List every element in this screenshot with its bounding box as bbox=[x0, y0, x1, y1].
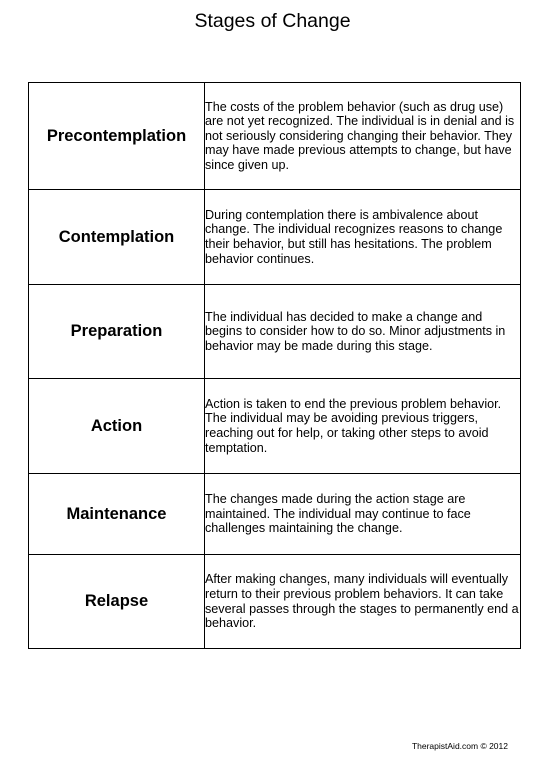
stages-table bbox=[28, 82, 521, 649]
stage-description: The costs of the problem behavior (such as drug use) are not yet recognized. The individual is in denial and is not seriously considering changing their behavior. They may have made previous attempts to change, but have since given up. bbox=[205, 83, 521, 190]
stage-name: Action bbox=[29, 379, 205, 474]
table-row bbox=[29, 379, 521, 474]
stage-description: During contemplation there is ambivalence about change. The individual recognizes reasons to change their behavior, but still has hesitations. The problem behavior continues. bbox=[205, 190, 521, 285]
table-row bbox=[29, 555, 521, 649]
stage-name: Precontemplation bbox=[29, 83, 205, 190]
copyright-footer: TherapistAid.com © 2012 bbox=[411, 741, 508, 751]
stage-description: After making changes, many individuals will eventually return to their previous problem behaviors. It can take several passes through the stages to permanently end a behavior. bbox=[205, 555, 521, 649]
page-title: Stages of Change bbox=[194, 10, 351, 32]
stage-name: Maintenance bbox=[29, 474, 205, 555]
stage-description: The individual has decided to make a change and begins to consider how to do so. Minor adjustments in behavior may be made during this stage. bbox=[205, 285, 521, 379]
stage-description: The changes made during the action stage are maintained. The individual may continue to face challenges maintaining the change. bbox=[205, 474, 521, 555]
stage-name: Contemplation bbox=[29, 190, 205, 285]
table-row bbox=[29, 285, 521, 379]
stage-name: Preparation bbox=[29, 285, 205, 379]
stage-description: Action is taken to end the previous problem behavior. The individual may be avoiding previous triggers, reaching out for help, or taking other steps to avoid temptation. bbox=[205, 379, 521, 474]
stage-name: Relapse bbox=[29, 555, 205, 649]
table-row bbox=[29, 83, 521, 190]
table-row bbox=[29, 190, 521, 285]
table-row bbox=[29, 474, 521, 555]
